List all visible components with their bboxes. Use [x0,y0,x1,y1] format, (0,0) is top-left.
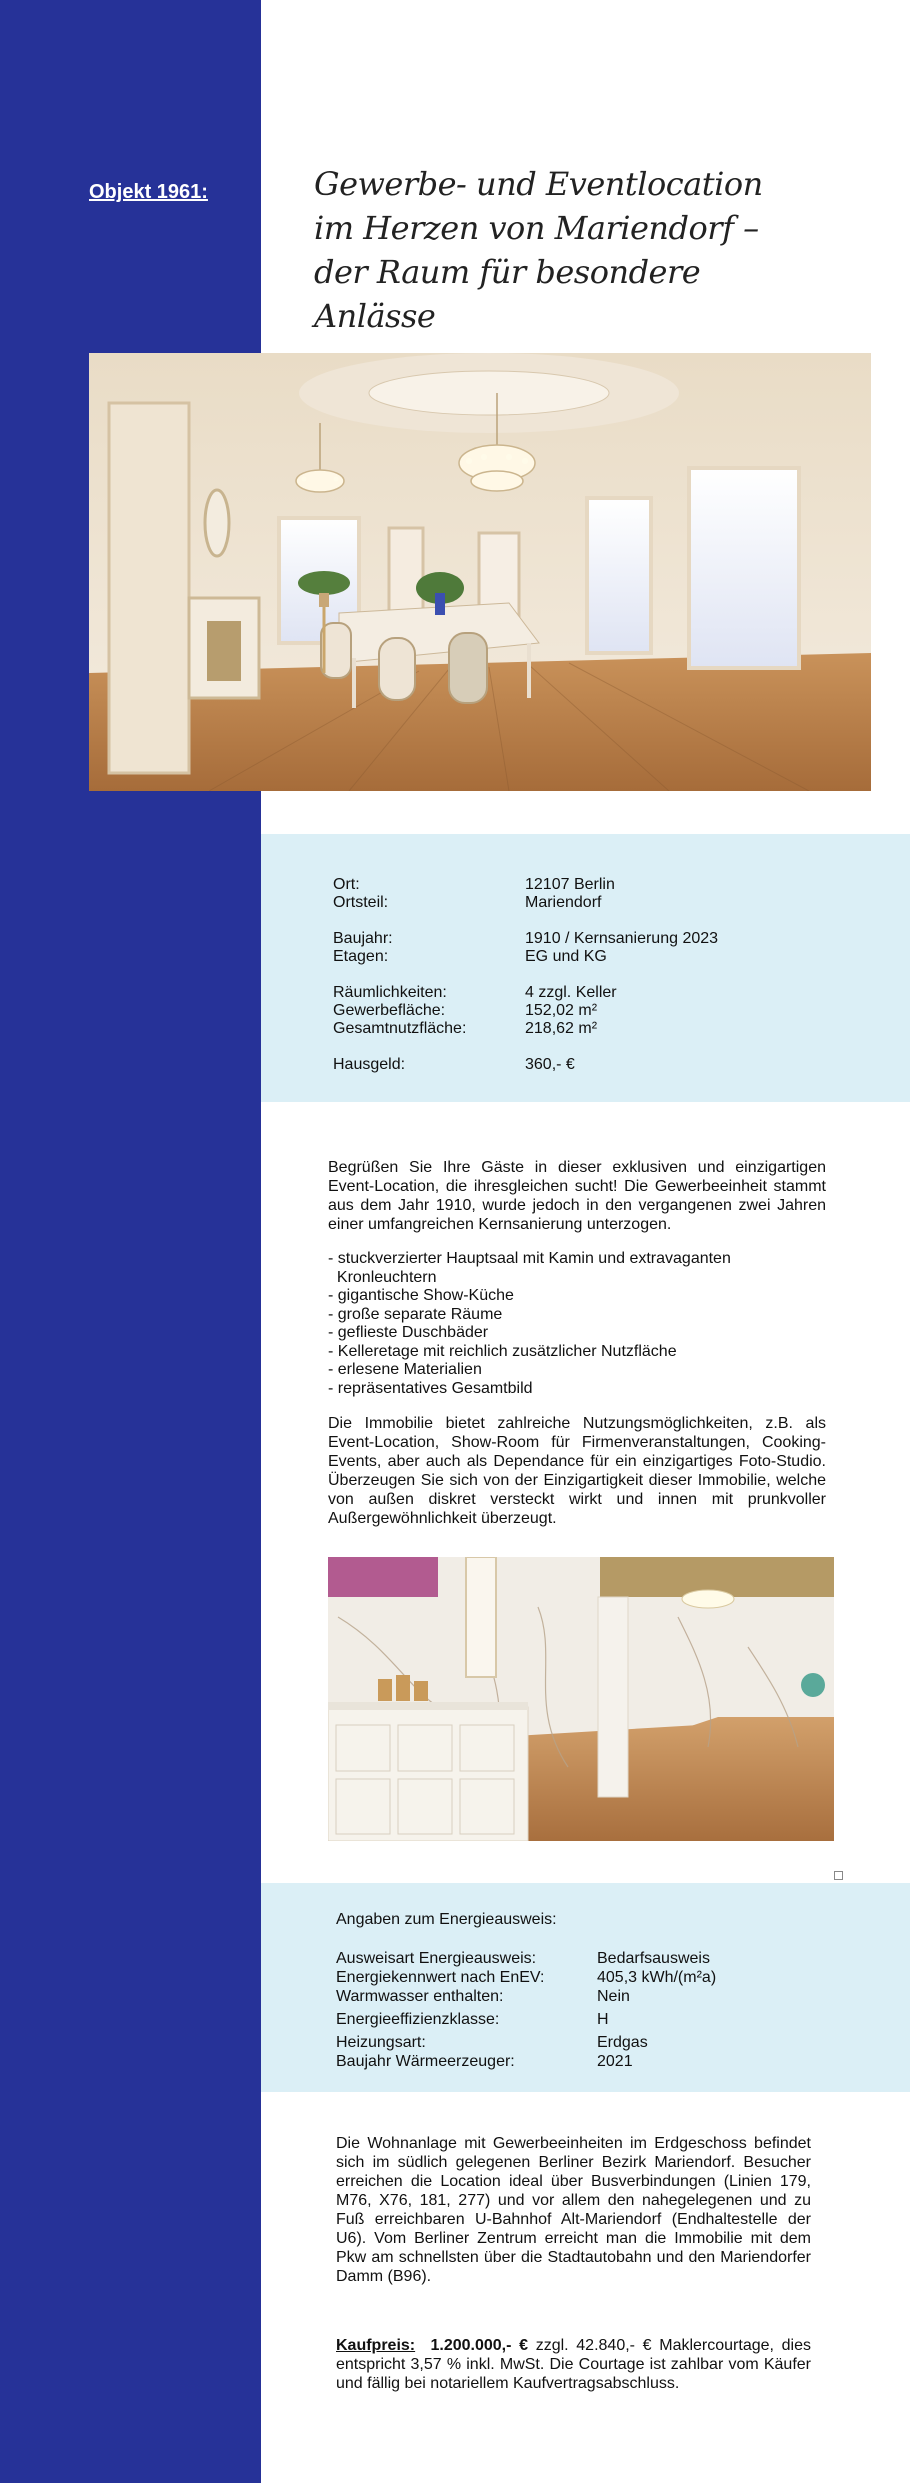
fact-value: 360,- € [525,1056,575,1073]
energy-label: Ausweisart Energieausweis: [336,1950,537,1967]
list-item: - gigantische Show-Küche [328,1287,514,1304]
placeholder-box [834,1871,843,1880]
energy-row [336,2010,716,2029]
list-item: - repräsentatives Gesamtbild [328,1379,533,1397]
energy-row [336,2052,716,2071]
object-number-label: Objekt 1961: [89,181,208,203]
energy-value: 2021 [597,2053,633,2070]
price-label: Kaufpreis: [336,2337,416,2354]
energy-row [336,1987,716,2006]
energy-row [336,1968,716,1987]
fact-value: 218,62 m² [525,1020,598,1037]
fact-value: EG und KG [525,948,607,965]
fact-row [333,930,718,948]
energy-row [336,2033,716,2052]
energy-label: Energiekennwert nach EnEV: [336,1969,545,1986]
fact-label: Räumlichkeiten: [333,984,447,1001]
feature-list [328,1250,826,1398]
list-item: - stuckverzierter Hauptsaal mit Kamin und extravaganten [328,1250,731,1267]
fact-row [333,894,718,912]
energy-label: Energieeffizienzklasse: [336,2011,500,2028]
fact-label: Ortsteil: [333,894,389,911]
energy-title: Angaben zum Energieausweis: [336,1911,557,1928]
price-details: zzgl. 42.840,- € Maklercourtage, dies entspricht 3,57 % inkl. MwSt. Die Courtage ist zahlbar vom Käufer und fällig bei notariellem Kaufvertragsabschluss. [336,2337,811,2392]
usage-paragraph: Die Immobilie bietet zahlreiche Nutzungsmöglichkeiten, z.B. als Event-Location, Show-Room für Firmenveranstaltungen, Cooking-Events, aber auch als Dependance für ein einzigartiges Foto-Studio. Überzeugen Sie sich von der Einzigartigkeit dieser Immobilie, welche von außen diskret versteckt wirkt und innen mit prunkvoller Außergewöhnlichkeit überzeugt. [328,1415,826,1527]
energy-value: H [597,2011,609,2028]
energy-table [336,1910,716,2071]
location-paragraph: Die Wohnanlage mit Gewerbeeinheiten im Erdgeschoss befindet sich im südlich gelegenen Berliner Bezirk Mariendorf. Besucher erreichen die Location ideal über Busverbindungen (Linien 179, M76, X76, 181, 277) und vor allem den nahegelegenen und zu Fuß erreichbaren U-Bahnhof Alt-Mariendorf (Endhaltestelle der U6). Vom Berliner Zentrum erreicht man die Immobilie mit dem Pkw am schnellsten über die Stadtautobahn und den Mariendorfer Damm (B96). [336,2135,811,2285]
fact-row [333,876,718,894]
energy-value: Bedarfsausweis [597,1950,710,1967]
fact-value: 4 zzgl. Keller [525,984,617,1001]
energy-value: 405,3 kWh/(m²a) [597,1969,717,1986]
facts-table [333,876,718,1074]
list-item: Kronleuchtern [328,1268,437,1286]
price-amount: 1.200.000,- € [430,2337,529,2354]
fact-row [333,1002,718,1020]
kitchen-photo [328,1557,834,1841]
fact-label: Gesamtnutzfläche: [333,1020,467,1037]
intro-paragraph: Begrüßen Sie Ihre Gäste in dieser exklusiven und einzigartigen Event-Location, die ihresgleichen sucht! Die Gewerbeeinheit stammt aus dem Jahr 1910, wurde jedoch in den vergangenen zwei Jahren einer umfangreichen Kernsanierung unterzogen. [328,1159,826,1233]
fact-label: Hausgeld: [333,1056,406,1073]
fact-label: Ort: [333,876,360,893]
price-paragraph [336,2336,811,2393]
fact-row [333,948,718,966]
fact-value: 12107 Berlin [525,876,615,893]
energy-label: Baujahr Wärmeerzeuger: [336,2053,515,2070]
energy-label: Warmwasser enthalten: [336,1988,504,2005]
hall-photo [89,353,871,791]
fact-label: Gewerbefläche: [333,1002,446,1019]
energy-label: Heizungsart: [336,2034,426,2051]
fact-label: Baujahr: [333,930,393,947]
fact-row [333,984,718,1002]
energy-row [336,1949,716,1968]
fact-row [333,1020,718,1038]
energy-value: Erdgas [597,2034,648,2051]
fact-row [333,1056,718,1074]
energy-value: Nein [597,1988,630,2005]
list-item: - Kelleretage mit reichlich zusätzlicher Nutzfläche [328,1342,677,1360]
fact-value: 1910 / Kernsanierung 2023 [525,930,719,947]
fact-value: Mariendorf [525,894,602,911]
page-title: Gewerbe- und Eventlocation im Herzen von Mariendorf – der Raum für besondere Anlässe [314,165,763,335]
list-item: - erlesene Materialien [328,1361,482,1378]
list-item: - große separate Räume [328,1305,503,1323]
fact-label: Etagen: [333,948,389,965]
fact-value: 152,02 m² [525,1002,598,1019]
list-item: - geflieste Duschbäder [328,1324,489,1341]
